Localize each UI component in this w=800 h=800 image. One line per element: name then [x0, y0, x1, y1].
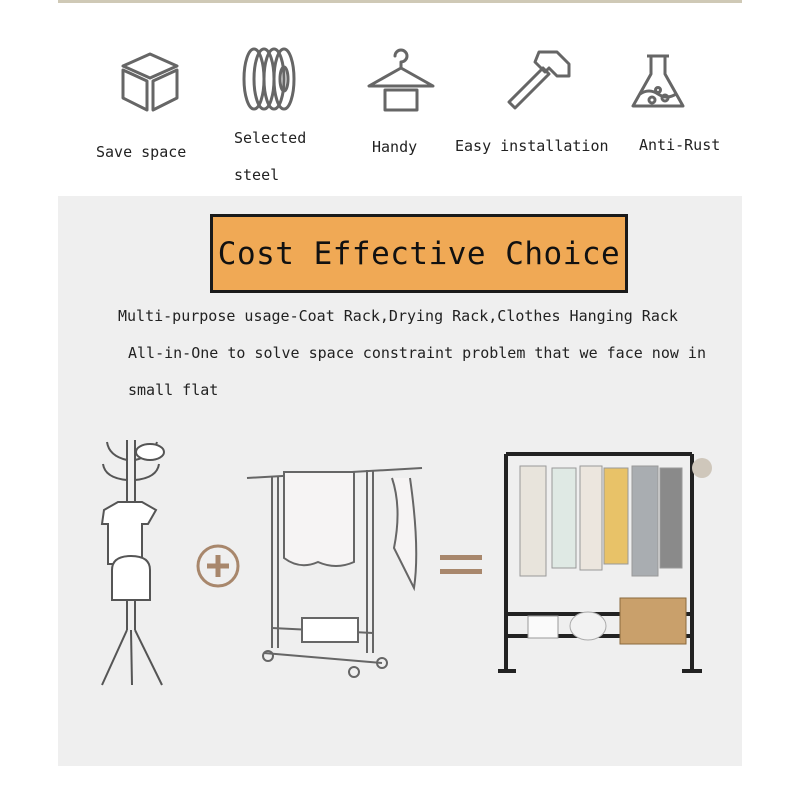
feature-selected-steel [240, 44, 300, 114]
feature-handy [363, 44, 439, 114]
banner-title: Cost Effective Choice [210, 214, 628, 293]
cube-icon [117, 48, 183, 114]
steel-coil-icon [240, 44, 300, 114]
feature-easy-installation [505, 46, 575, 112]
feature-anti-rust [627, 50, 689, 112]
drying-rack-illustration [242, 458, 424, 680]
equals-icon [440, 553, 482, 577]
feature-label-steel-line2: steel [234, 166, 280, 184]
description-line-3: small flat [128, 381, 219, 399]
description-line-2: All-in-One to solve space constraint problem that we face now in [128, 344, 706, 362]
coat-rack-illustration [92, 430, 182, 690]
feature-label-steel-line1: Selected [234, 129, 307, 147]
top-divider [58, 0, 742, 3]
feature-label-easy-installation: Easy installation [455, 137, 609, 155]
feature-label-handy: Handy [372, 138, 418, 156]
feature-label-anti-rust: Anti-Rust [639, 136, 721, 154]
hammer-icon [505, 46, 575, 112]
hanger-icon [363, 44, 439, 114]
clothes-rack-illustration [492, 446, 714, 680]
plus-circle-icon [196, 544, 240, 588]
feature-save-space [115, 48, 185, 114]
flask-icon [627, 50, 689, 112]
feature-label-save-space: Save space [96, 143, 187, 161]
description-line-1: Multi-purpose usage-Coat Rack,Drying Rack,Clothes Hanging Rack [118, 307, 678, 325]
